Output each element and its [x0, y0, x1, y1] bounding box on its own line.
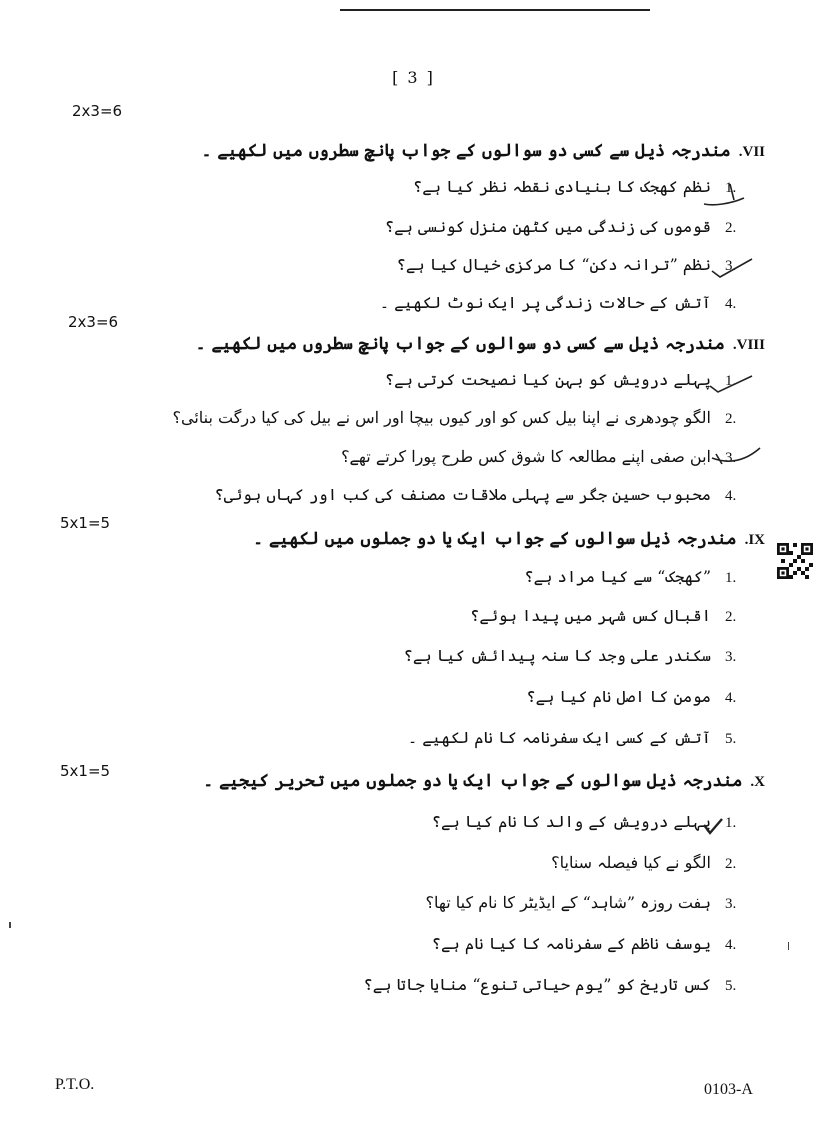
question-text: آتش کے کسی ایک سفرنامہ کا نام لکھیے ۔ [407, 728, 711, 747]
section-viii-heading [196, 333, 765, 354]
question-item [380, 293, 747, 313]
question-item [470, 606, 747, 626]
question-item [397, 255, 747, 275]
question-item [432, 934, 747, 954]
question-item [404, 646, 747, 666]
section-number: X. [750, 774, 765, 790]
handwritten-tick-icon [700, 815, 726, 837]
question-item [526, 687, 747, 707]
marks-ix: 5x1=5 [60, 514, 111, 532]
question-text: ”کھجک“ سے کیا مراد ہے؟ [524, 567, 711, 586]
question-item [341, 447, 747, 467]
question-number: 3. [725, 896, 737, 912]
section-x-heading [203, 770, 765, 791]
question-number: 2. [725, 856, 737, 872]
question-text: پہلے درویش کے والد کا نام کیا ہے؟ [431, 812, 711, 831]
scan-speck [9, 922, 11, 928]
section-vii-heading [202, 140, 766, 161]
section-number: VIII. [732, 337, 765, 353]
section-instruction: مندرجہ ذیل سوالوں کے جواب ایک یا دو جملوں میں لکھیے ۔ [253, 529, 737, 549]
question-item [426, 893, 747, 913]
question-number: 3. [725, 450, 737, 466]
marks-viii: 2x3=6 [68, 313, 119, 331]
question-item [214, 485, 747, 505]
question-number: 5. [725, 731, 737, 747]
question-number: 1. [725, 815, 737, 831]
section-instruction: مندرجہ ذیل سوالوں کے جواب ایک یا دو جملوں میں تحریر کیجیے ۔ [203, 771, 743, 791]
section-number: VII. [738, 144, 765, 160]
qr-code-icon [777, 543, 813, 579]
question-number: 4. [725, 488, 737, 504]
handwritten-tick-icon [700, 178, 748, 210]
question-text: اقبال کس شہر میں پیدا ہوئے؟ [469, 606, 711, 625]
question-item [408, 728, 747, 748]
question-text: الگو چودھری نے اپنا بیل کس کو اور کیوں بیچا اور اس نے بیل کی کیا درگت بنائی؟ [172, 408, 711, 427]
marks-x: 5x1=5 [60, 762, 111, 780]
question-number: 2. [725, 220, 737, 236]
question-text: کس تاریخ کو ”یوم حیاتی تنوع“ منایا جاتا ہے؟ [363, 975, 711, 994]
question-number: 3. [725, 649, 737, 665]
question-item [363, 975, 747, 995]
scan-speck [788, 942, 789, 950]
question-text: پہلے درویش کو بہن کیا نصیحت کرتی ہے؟ [384, 370, 711, 389]
question-text: آتش کے حالات زندگی پر ایک نوٹ لکھیے ۔ [379, 293, 711, 312]
handwritten-tick-icon [706, 368, 756, 396]
question-number: 1. [725, 570, 737, 586]
question-text: نظم کھجک کا بنیادی نقطہ نظر کیا ہے؟ [412, 177, 711, 196]
question-number: 5. [725, 978, 737, 994]
question-text: سکندر علی وجد کا سنہ پیدائش کیا ہے؟ [403, 646, 711, 665]
page-number: [ 3 ] [392, 68, 435, 87]
question-text: قوموں کی زندگی میں کٹھن منزل کونسی ہے؟ [384, 217, 711, 236]
question-item [172, 408, 747, 428]
question-text: الگو نے کیا فیصلہ سنایا؟ [551, 853, 711, 872]
question-number: 4. [725, 296, 737, 312]
question-item [551, 853, 747, 873]
footer-code: 0103-A [704, 1081, 753, 1098]
question-number: 3. [725, 258, 737, 274]
question-item [385, 370, 747, 390]
question-text: ہفت روزہ ”شاہد“ کے ایڈیٹر کا نام کیا تھا؟ [425, 893, 711, 912]
question-number: 1. [725, 373, 737, 389]
handwritten-tick-icon [708, 253, 756, 281]
section-instruction: مندرجہ ذیل سے کسی دو سوالوں کے جواب پانچ سطروں میں لکھیے ۔ [201, 141, 731, 161]
question-text: ابن صفی اپنے مطالعہ کا شوق کس طرح پورا کرتے تھے؟ [341, 447, 711, 466]
question-text: محبوب حسین جگر سے پہلی ملاقات مصنف کی کب اور کہاں ہوئی؟ [214, 485, 711, 504]
question-number: 2. [725, 609, 737, 625]
question-item [413, 177, 747, 197]
question-item [385, 217, 747, 237]
top-rule [340, 9, 650, 11]
question-number: 4. [725, 690, 737, 706]
question-number: 2. [725, 411, 737, 427]
footer-pto: P.T.O. [55, 1076, 95, 1093]
handwritten-tick-icon [708, 440, 764, 472]
section-ix-heading [253, 528, 765, 549]
section-instruction: مندرجہ ذیل سے کسی دو سوالوں کے جواب پانچ سطروں میں لکھیے ۔ [195, 334, 725, 354]
marks-vii: 2x3=6 [72, 102, 123, 120]
question-text: مومن کا اصل نام کیا ہے؟ [526, 687, 711, 706]
question-number: 1. [725, 180, 737, 196]
question-item [524, 567, 747, 587]
question-number: 4. [725, 937, 737, 953]
section-number: IX. [744, 532, 765, 548]
question-text: نظم ”ترانہ دکن“ کا مرکزی خیال کیا ہے؟ [396, 255, 711, 274]
question-text: یوسف ناظم کے سفرنامہ کا کیا نام ہے؟ [431, 934, 711, 953]
